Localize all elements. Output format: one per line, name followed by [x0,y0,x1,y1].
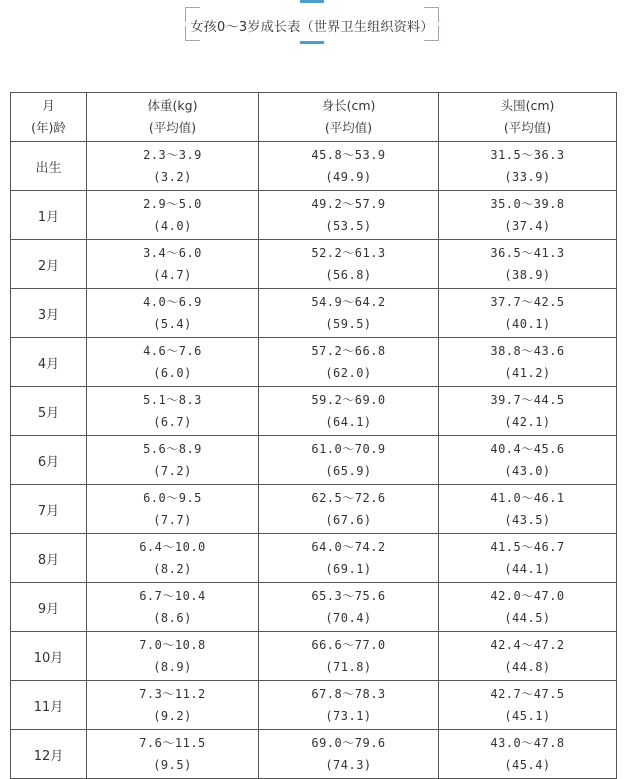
age-label: 8月 [37,552,60,568]
head-cell [439,338,617,387]
head-cell [439,632,617,681]
head-cell [439,583,617,632]
height-range: 52.2～61.3 [311,246,386,260]
weight-cell [87,534,259,583]
age-label: 12月 [33,748,64,764]
head-average: (44.8) [504,660,551,674]
table-row [11,485,617,534]
weight-range: 7.3～11.2 [139,687,206,701]
age-cell [11,436,87,485]
height-average: (67.6) [325,513,372,527]
table-row [11,534,617,583]
head-cell [439,485,617,534]
weight-range: 6.7～10.4 [139,589,206,603]
weight-average: (8.2) [153,562,192,576]
age-cell [11,730,87,779]
age-cell [11,485,87,534]
header-head-line1: 头围(cm) [500,98,555,113]
weight-range: 4.0～6.9 [143,295,202,309]
age-cell [11,240,87,289]
weight-cell [87,485,259,534]
height-range: 59.2～69.0 [311,393,386,407]
weight-cell [87,436,259,485]
header-weight-line1: 体重(kg) [147,98,198,113]
head-average: (38.9) [504,268,551,282]
head-cell [439,191,617,240]
weight-average: (4.7) [153,268,192,282]
height-cell [259,289,439,338]
age-label: 11月 [33,699,64,715]
age-label: 3月 [37,307,60,323]
weight-average: (7.2) [153,464,192,478]
height-cell [259,730,439,779]
weight-range: 6.0～9.5 [143,491,202,505]
height-cell [259,534,439,583]
age-cell [11,534,87,583]
head-average: (43.5) [504,513,551,527]
head-range: 39.7～44.5 [490,393,565,407]
weight-range: 7.6～11.5 [139,736,206,750]
height-range: 66.6～77.0 [311,638,386,652]
height-range: 69.0～79.6 [311,736,386,750]
table-row [11,142,617,191]
head-range: 35.0～39.8 [490,197,565,211]
weight-average: (8.9) [153,660,192,674]
head-range: 42.7～47.5 [490,687,565,701]
age-cell [11,289,87,338]
head-range: 31.5～36.3 [490,148,565,162]
age-cell [11,632,87,681]
weight-range: 7.0～10.8 [139,638,206,652]
height-range: 61.0～70.9 [311,442,386,456]
table-row [11,240,617,289]
head-range: 40.4～45.6 [490,442,565,456]
header-head-line2: (平均值) [503,120,552,135]
head-cell [439,142,617,191]
header-age-line2: (年)龄 [31,120,66,135]
age-label: 出生 [35,160,62,176]
height-cell [259,485,439,534]
table-row [11,436,617,485]
height-average: (56.8) [325,268,372,282]
head-range: 37.7～42.5 [490,295,565,309]
height-range: 64.0～74.2 [311,540,386,554]
height-cell [259,632,439,681]
table-row [11,387,617,436]
age-label: 9月 [37,601,60,617]
table-row [11,583,617,632]
weight-range: 5.1～8.3 [143,393,202,407]
height-average: (71.8) [325,660,372,674]
height-cell [259,583,439,632]
age-cell [11,681,87,730]
age-cell [11,142,87,191]
head-average: (41.2) [504,366,551,380]
height-average: (70.4) [325,611,372,625]
weight-average: (7.7) [153,513,192,527]
head-average: (45.4) [504,758,551,772]
height-range: 67.8～78.3 [311,687,386,701]
table-row [11,289,617,338]
header-age-line1: 月 [42,98,55,113]
table-row [11,681,617,730]
head-cell [439,289,617,338]
age-label: 2月 [37,258,60,274]
height-range: 62.5～72.6 [311,491,386,505]
weight-average: (9.5) [153,758,192,772]
head-cell [439,681,617,730]
weight-range: 6.4～10.0 [139,540,206,554]
table-header-row [11,93,617,142]
weight-average: (8.6) [153,611,192,625]
head-range: 36.5～41.3 [490,246,565,260]
header-weight [87,93,259,142]
age-label: 4月 [37,356,60,372]
weight-average: (4.0) [153,219,192,233]
height-cell [259,338,439,387]
height-cell [259,240,439,289]
table-body [11,142,617,779]
weight-cell [87,387,259,436]
height-cell [259,191,439,240]
header-weight-line2: (平均值) [148,120,197,135]
height-cell [259,387,439,436]
weight-range: 3.4～6.0 [143,246,202,260]
table-row [11,338,617,387]
header-height-line1: 身长(cm) [321,98,376,113]
age-cell [11,583,87,632]
height-average: (49.9) [325,170,372,184]
weight-cell [87,142,259,191]
height-average: (53.5) [325,219,372,233]
header-height-line2: (平均值) [324,120,373,135]
head-cell [439,436,617,485]
age-label: 7月 [37,503,60,519]
height-average: (73.1) [325,709,372,723]
head-range: 41.0～46.1 [490,491,565,505]
weight-cell [87,240,259,289]
height-range: 65.3～75.6 [311,589,386,603]
weight-cell [87,289,259,338]
head-average: (43.0) [504,464,551,478]
height-cell [259,142,439,191]
table-row [11,632,617,681]
weight-average: (3.2) [153,170,192,184]
head-average: (40.1) [504,317,551,331]
weight-cell [87,338,259,387]
header-height [259,93,439,142]
age-cell [11,387,87,436]
height-range: 54.9～64.2 [311,295,386,309]
height-average: (74.3) [325,758,372,772]
header-head [439,93,617,142]
age-label: 10月 [33,650,64,666]
age-label: 1月 [37,209,60,225]
growth-table [10,92,617,779]
table-row [11,191,617,240]
weight-range: 2.3～3.9 [143,148,202,162]
page-title: 女孩0～3岁成长表（世界卫生组织资料） [190,20,434,35]
height-average: (69.1) [325,562,372,576]
head-cell [439,730,617,779]
head-range: 41.5～46.7 [490,540,565,554]
head-average: (33.9) [504,170,551,184]
title-box [185,7,439,41]
age-cell [11,338,87,387]
height-cell [259,436,439,485]
height-average: (59.5) [325,317,372,331]
height-average: (65.9) [325,464,372,478]
weight-cell [87,681,259,730]
weight-average: (6.0) [153,366,192,380]
head-range: 43.0～47.8 [490,736,565,750]
weight-average: (6.7) [153,415,192,429]
head-cell [439,534,617,583]
weight-cell [87,730,259,779]
table-row [11,730,617,779]
height-range: 49.2～57.9 [311,197,386,211]
head-range: 42.0～47.0 [490,589,565,603]
height-range: 57.2～66.8 [311,344,386,358]
head-range: 42.4～47.2 [490,638,565,652]
height-cell [259,681,439,730]
head-cell [439,240,617,289]
head-average: (42.1) [504,415,551,429]
weight-range: 5.6～8.9 [143,442,202,456]
head-range: 38.8～43.6 [490,344,565,358]
accent-bar-top [300,0,324,3]
height-range: 45.8～53.9 [311,148,386,162]
head-average: (44.5) [504,611,551,625]
header-age [11,93,87,142]
head-average: (44.1) [504,562,551,576]
weight-average: (9.2) [153,709,192,723]
head-average: (45.1) [504,709,551,723]
weight-range: 4.6～7.6 [143,344,202,358]
weight-cell [87,632,259,681]
age-label: 6月 [37,454,60,470]
weight-cell [87,191,259,240]
age-cell [11,191,87,240]
weight-range: 2.9～5.0 [143,197,202,211]
age-label: 5月 [37,405,60,421]
weight-cell [87,583,259,632]
head-average: (37.4) [504,219,551,233]
height-average: (62.0) [325,366,372,380]
accent-bar-bottom [300,41,324,44]
head-cell [439,387,617,436]
height-average: (64.1) [325,415,372,429]
weight-average: (5.4) [153,317,192,331]
